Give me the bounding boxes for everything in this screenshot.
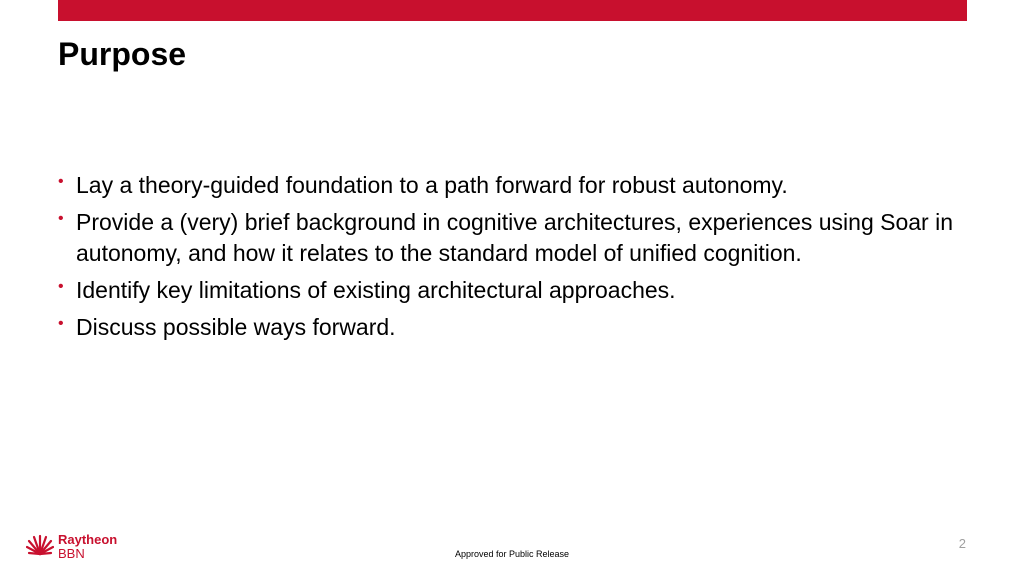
bullet-item: [58, 170, 978, 201]
top-accent-bar: [58, 0, 967, 21]
bullet-item: [58, 275, 978, 306]
bullet-dot-icon: •: [58, 315, 64, 332]
bullet-text: Provide a (very) brief background in cognitive architectures, experiences using Soar in autonomy, and how it relates to the standard model of unified cognition.: [76, 209, 953, 266]
bullet-text: Identify key limitations of existing architectural approaches.: [76, 277, 676, 303]
bullet-item: [58, 207, 978, 269]
bullet-dot-icon: •: [58, 278, 64, 295]
bullet-list: [58, 170, 978, 349]
logo-name: Raytheon: [58, 532, 118, 547]
bullet-item: [58, 312, 978, 343]
bullet-text: Discuss possible ways forward.: [76, 314, 396, 340]
page-number: 2: [958, 536, 966, 551]
release-note: Approved for Public Release: [454, 549, 570, 559]
slide-title: Purpose: [58, 36, 187, 72]
logo-sub: BBN: [58, 546, 85, 561]
bullet-dot-icon: •: [58, 210, 64, 227]
bullet-text: Lay a theory-guided foundation to a path forward for robust autonomy.: [76, 172, 788, 198]
bullet-dot-icon: •: [58, 173, 64, 190]
